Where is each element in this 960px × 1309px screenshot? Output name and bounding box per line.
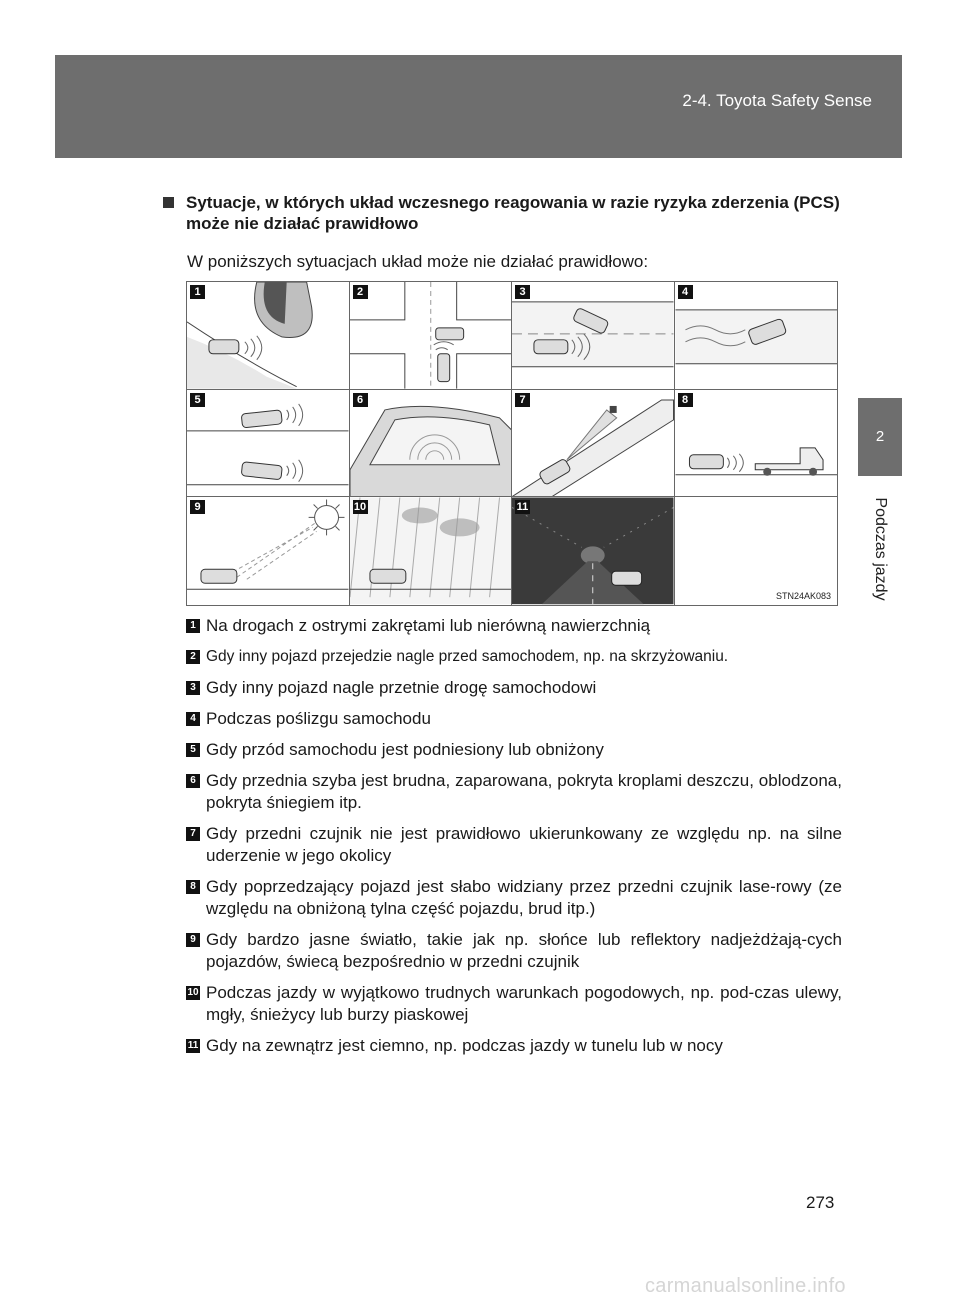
panel-2 [350,282,513,390]
panel-6 [350,390,513,498]
illustration-grid [186,281,838,606]
section-intro: W poniższych sytuacjach układ może nie działać prawidłowo: [187,252,649,271]
item-text: Gdy inny pojazd nagle przetnie drogę samochodowi [206,678,597,697]
list-item [186,823,842,867]
panel-5 [187,390,350,498]
panel-number: 10 [353,501,367,514]
item-text: Na drogach z ostrymi zakrętami lub nierówną nawierzchnią [206,616,651,635]
tunnel-illustration [512,497,674,605]
panel-number: 1 [190,285,205,299]
dirty-windshield-illustration [350,390,512,497]
item-number: 4 [186,712,200,726]
panel-number: 9 [190,500,205,514]
list-item [186,615,842,637]
item-number: 3 [186,681,200,695]
bullet-square-icon [163,197,174,208]
low-vehicle-illustration [675,390,838,497]
item-number: 5 [186,743,200,757]
panel-9 [187,497,350,605]
item-text: Gdy bardzo jasne światło, takie jak np. słońce lub reflektory nadjeżdżają-cych pojazdów, świecą bezpośrednio w przedni czujnik [206,930,842,971]
item-text: Gdy inny pojazd przejedzie nagle przed samochodem, np. na skrzyżowaniu. [206,648,729,665]
sharp-curve-illustration [187,282,349,389]
item-text: Gdy na zewnątrz jest ciemno, np. podczas jazdy w tunelu lub w nocy [206,1036,723,1055]
panel-empty [675,497,838,605]
watermark: carmanualsonline.info [645,1275,846,1297]
page-header [55,55,902,158]
panel-11 [512,497,675,605]
panel-8 [675,390,838,498]
panel-number: 7 [515,393,530,407]
list-item [186,876,842,920]
panel-10 [350,497,513,605]
item-number: 11 [187,1040,199,1051]
list-item [186,677,842,699]
chapter-label-box [858,476,902,621]
item-text: Gdy przód samochodu jest podniesiony lub obniżony [206,740,604,759]
intersection-illustration [350,282,512,389]
sun-glare-illustration [187,497,349,605]
header-title: 2-4. Toyota Safety Sense [682,91,872,110]
list-item [186,770,842,814]
page-number: 273 [806,1193,835,1212]
situation-list [186,615,842,1066]
bad-weather-illustration [350,497,512,605]
section [163,192,843,272]
list-item [186,646,842,668]
item-number: 2 [186,650,200,664]
panel-number: 4 [678,285,693,299]
item-number: 6 [186,774,200,788]
panel-number: 11 [516,501,529,514]
list-item [186,982,842,1026]
panel-number: 5 [190,393,205,407]
item-text: Gdy przedni czujnik nie jest prawidłowo ukierunkowany ze względu np. na silne uderzenie w jego okolicy [206,824,842,865]
panel-number: 2 [353,285,368,299]
item-text: Gdy poprzedzający pojazd jest słabo widziany przez przedni czujnik lase-rowy (ze względu na obniżoną tylna część pojazdu, brud itp.) [206,877,842,918]
section-heading-text: Sytuacje, w których układ wczesnego reagowania w razie ryzyka zderzenia (PCS) może nie działać prawidłowo [186,193,840,233]
item-number: 7 [186,827,200,841]
figure-code: STN24AK083 [775,590,831,601]
misaligned-sensor-illustration [512,390,674,497]
panel-1 [187,282,350,390]
list-item [186,929,842,973]
item-number: 10 [187,987,199,998]
item-number: 9 [186,933,200,947]
list-item [186,708,842,730]
item-text: Gdy przednia szyba jest brudna, zaparowana, pokryta kroplami deszczu, oblodzona, pokryta śniegiem itp. [206,771,842,812]
list-item [186,1035,842,1057]
list-item [186,739,842,761]
panel-number: 3 [515,285,530,299]
cut-in-illustration [512,282,674,389]
item-text: Podczas poślizgu samochodu [206,709,431,728]
panel-3 [512,282,675,390]
panel-number: 6 [353,393,368,407]
panel-number: 8 [678,393,693,407]
chapter-tab[interactable]: 2 [858,398,902,476]
vehicle-pitch-illustration [187,390,349,497]
skid-illustration [675,282,838,389]
panel-7 [512,390,675,498]
item-number: 1 [186,619,200,633]
item-text: Podczas jazdy w wyjątkowo trudnych warunkach pogodowych, np. pod-czas ulewy, mgły, śnieżycy lub burzy piaskowej [206,983,842,1024]
panel-4 [675,282,838,390]
item-number: 8 [186,880,200,894]
section-heading [163,192,843,234]
chapter-label: Podczas jazdy [872,496,889,601]
